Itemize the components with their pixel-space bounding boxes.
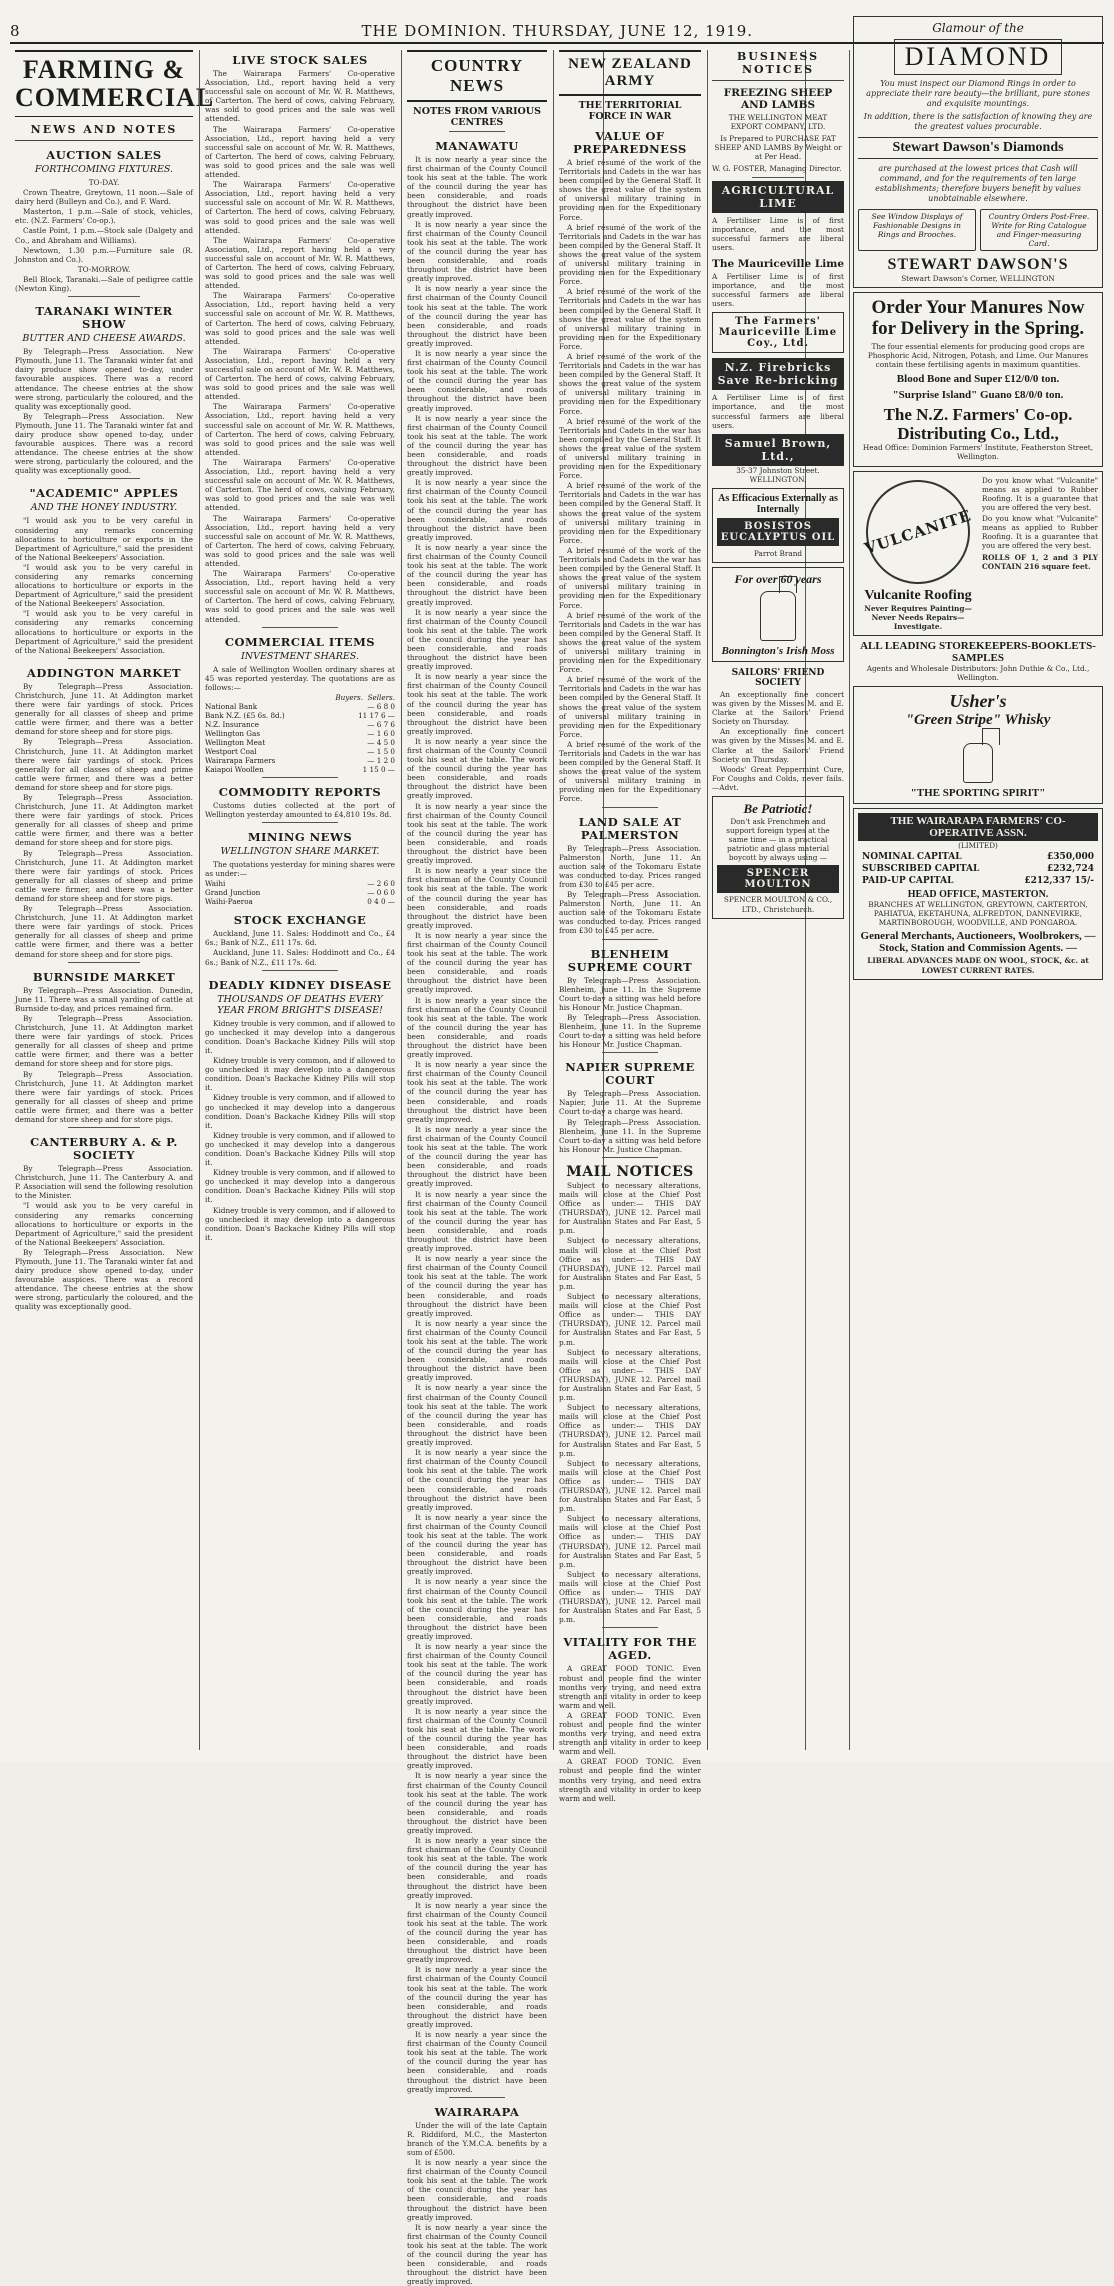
kidney-head: DEADLY KIDNEY DISEASE bbox=[208, 977, 392, 992]
paragraph: It is now nearly a year since the first chairman of the County Council took his seat at the table. The work of the council during the year has been considerable, and roads throughout the district have been greatly improved. bbox=[407, 219, 547, 284]
auction-list bbox=[15, 178, 193, 293]
vitality-head: VITALITY FOR THE AGED. bbox=[563, 1635, 697, 1663]
taranaki-sub: BUTTER AND CHEESE AWARDS. bbox=[22, 333, 186, 345]
paragraph: It is now nearly a year since the first chairman of the County Council took his seat at the table. The work of the council during the year has been considerable, and roads throughout the district have been greatly improved. bbox=[407, 1060, 547, 1124]
diamond-tag: Glamour of the bbox=[932, 21, 1024, 35]
canterbury-body: By Telegraph—Press Association. New Plymouth, June 11. The Taranaki winter fat and dairy produce show opened to-day, under favourable auspices. There was a record attendance. The cheese entries at the show were strong, particularly the coloured, and the quality was exceptionally good. bbox=[15, 1247, 193, 1312]
meat-company: THE WELLINGTON MEAT EXPORT COMPANY, LTD. bbox=[728, 113, 828, 132]
paragraph: A brief résumé of the work of the Territorials and Cadets in the war has been compiled by the General Staff. It shows the great value of the system of universal military training in providing men for the Expeditionary Force. bbox=[559, 610, 701, 675]
eucalyptus-ad bbox=[712, 488, 844, 563]
row-label: National Bank bbox=[205, 701, 258, 711]
paragraph: A brief résumé of the work of the Territorials and Cadets in the war has been compiled by the General Staff. It shows the great value of the system of universal military training in providing men for the Expeditionary Force. bbox=[559, 545, 701, 610]
livestock-body: The Wairarapa Farmers' Co-operative Association, Ltd., report having held a very successful sale on account of Mr. W. R. Matthews, of Carterton. The herd of cows, calving February, was sold to good prices and the sale was well attended. bbox=[205, 569, 395, 624]
paragraph: It is now nearly a year since the first chairman of the County Council took his seat at the table. The work of the council during the year has been considerable, and roads throughout the district have been greatly improved. bbox=[407, 1189, 547, 1254]
mining-head: MINING NEWS bbox=[247, 830, 353, 845]
paragraph: It is now nearly a year since the first chairman of the County Council took his seat at the table. The work of the council during the year has been considerable, and roads throughout the district have been greatly improved. bbox=[407, 284, 547, 348]
kidney-sub: THOUSANDS OF DEATHS EVERY YEAR FROM BRIGHT'S DISEASE! bbox=[217, 993, 383, 1016]
wairarapa-head: THE WAIRARAPA FARMERS' CO-OPERATIVE ASSN. bbox=[858, 813, 1098, 841]
produce-head: COMMODITY REPORTS bbox=[218, 784, 382, 799]
row-values: — 6 7 6 bbox=[367, 719, 395, 729]
row-values: 1 15 0 — bbox=[362, 764, 395, 774]
army-sub: THE TERRITORIAL FORCE IN WAR bbox=[578, 100, 682, 122]
napier-body: By Telegraph—Press Association. Napier, June 11. At the Supreme Court to-day a charge was heard. bbox=[559, 1089, 701, 1117]
meat-offer: Is Prepared to PURCHASE FAT SHEEP AND LAMBS By Weight or at Per Head. bbox=[714, 134, 842, 162]
paragraph: It is now nearly a year since the first chairman of the County Council took his seat at the table. The work of the council during the year has been considerable, and roads throughout the district have been greatly improved. bbox=[407, 607, 547, 672]
share-row bbox=[205, 711, 395, 720]
freezing-head: FREEZING SHEEP AND LAMBS bbox=[723, 87, 833, 111]
livestock-body: The Wairarapa Farmers' Co-operative Association, Ltd., report having held a very successful sale on account of Mr. W. R. Matthews, of Carterton. The herd of cows, calving February, was sold to good prices and the sale was well attended. bbox=[205, 291, 395, 346]
addington-head: ADDINGTON MARKET bbox=[26, 665, 182, 680]
sailors-head: SAILORS' FRIEND SOCIETY bbox=[731, 667, 825, 688]
paragraph: A brief résumé of the work of the Territorials and Cadets in the war has been compiled by the General Staff. It shows the great value of the system of universal military training in providing men for the Expeditionary Force. bbox=[559, 287, 701, 351]
sailors-body: An exceptionally fine concert was given by the Misses M. and E. Clarke at the Sailors' Friend Society on Thursday. bbox=[712, 727, 844, 764]
auction-line: Crown Theatre, Greytown, 11 noon.—Sale of dairy herd (Bulleyn and Co.), and F. Ward. bbox=[15, 188, 193, 207]
canterbury-body: "I would ask you to be very careful in considering any remarks concerning allocations to horticulture or exports in the Department of Agriculture," said the president of the National Beekeepers' Association. bbox=[15, 1201, 193, 1247]
column-farming bbox=[10, 50, 215, 1750]
paragraph: A brief résumé of the work of the Territorials and Cadets in the war has been compiled by the General Staff. It shows the great value of the system of universal military training in providing men for the Expeditionary Force. bbox=[559, 675, 701, 739]
section-title-farming: FARMING & COMMERCIAL bbox=[15, 50, 193, 117]
paragraph: It is now nearly a year since the first chairman of the County Council took his seat at the table. The work of the council during the year has been considerable, and roads throughout the district have been greatly improved. bbox=[407, 1642, 547, 1706]
column-country bbox=[402, 50, 552, 2286]
window-display-box: See Window Displays of Fashionable Designs in Rings and Brooches. bbox=[858, 209, 976, 251]
produce-body: Customs duties collected at the port of Wellington yesterday amounted to £4,810 19s. 8d. bbox=[205, 800, 395, 819]
spencer-footer: SPENCER MOULTON & CO., LTD., Christchurch. bbox=[723, 895, 833, 914]
trade-line: General Merchants, Auctioneers, Woolbrokers, — Stock, Station and Commission Agents. — bbox=[860, 930, 1096, 955]
paragraph: It is now nearly a year since the first chairman of the County Council took his seat at the table. The work of the council during the year has been considerable, and roads throughout the district have been greatly improved. bbox=[407, 1254, 547, 1318]
kidney-body: Kidney trouble is very common, and if allowed to go unchecked it may develop into a dangerous condition. Doan's Backache Kidney Pills will stop it. bbox=[205, 1018, 395, 1055]
stock-head: STOCK EXCHANGE bbox=[233, 913, 367, 928]
academic-head: "ACADEMIC" APPLES bbox=[29, 486, 179, 501]
row-values: — 1 6 0 bbox=[367, 728, 395, 738]
section-subtitle-farming: NEWS AND NOTES bbox=[15, 123, 193, 141]
vulcanite-ad bbox=[853, 471, 1103, 636]
row-label: Westport Coal bbox=[205, 746, 257, 756]
capital-value: £212,337 15/- bbox=[1024, 876, 1094, 887]
academic-body: "I would ask you to be very careful in considering any remarks concerning allocations to horticulture or exports in the Department of Agriculture," said the president of the National Beekeepers' Association. bbox=[15, 516, 193, 562]
mail-body: Subject to necessary alterations, mails will close at the Chief Post Office as under:— THIS DAY (THURSDAY), JUNE 12. Parcel mail for Australian States and Far East, 5 p.m. bbox=[559, 1236, 701, 1291]
mining-row bbox=[205, 879, 395, 888]
livestock-body: The Wairarapa Farmers' Co-operative Association, Ltd., report having held a very successful sale on account of Mr. W. R. Matthews, of Carterton. The herd of cows, calving February, was sold to good prices and the sale was well attended. bbox=[205, 180, 395, 235]
blenheim-body: By Telegraph—Press Association. Blenheim, June 11. In the Supreme Court to-day a sitting was held before his Honour Mr. Justice Chapman. bbox=[559, 1012, 701, 1050]
paragraph: It is now nearly a year since the first chairman of the County Council took his seat at the table. The work of the council during the year has been considerable, and roads throughout the district have been greatly improved. bbox=[407, 155, 547, 219]
capital-row bbox=[862, 876, 1094, 886]
commercial-intro: A sale of Wellington Woollen ordinary shares at 45 was reported yesterday. The quotations are as follows:— bbox=[205, 664, 395, 692]
paragraph: It is now nearly a year since the first chairman of the County Council took his seat at the table. The work of the council during the year has been considerable, and roads throughout the district have been greatly improved. bbox=[407, 866, 547, 930]
addington-body: By Telegraph—Press Association. Christchurch, June 11. At Addington market there were fair yardings of stock. Prices generally for all classes of sheep and prime cattle were firmer, and there was a better demand for store sheep and for store pigs. bbox=[15, 792, 193, 848]
paragraph: A brief résumé of the work of the Territorials and Cadets in the war has been compiled by the General Staff. It shows the great value of the system of universal military training in providing men for the Expeditionary Force. bbox=[559, 222, 701, 287]
paragraph: It is now nearly a year since the first chairman of the County Council took his seat at the table. The work of the council during the year has been considerable, and roads throughout the district have been greatly improved. bbox=[407, 1706, 547, 1771]
row-values: — 1 5 0 bbox=[367, 746, 395, 756]
advances: LIBERAL ADVANCES MADE ON WOOL, STOCK, &c. at LOWEST CURRENT RATES. bbox=[867, 956, 1089, 975]
vulcanite-body: Do you know what "Vulcanite" means as applied to Rubber Roofing. It is a guarantee that you are offered the very best. bbox=[982, 475, 1098, 512]
capital-table bbox=[858, 852, 1098, 886]
addington-body: By Telegraph—Press Association. Christchurch, June 11. At Addington market there were fair yardings of stock. Prices generally for all classes of sheep and prime cattle were firmer, and there was a better demand for store sheep and for store pigs. bbox=[15, 904, 193, 959]
ushers-brand: Usher's bbox=[949, 691, 1007, 712]
paragraph: It is now nearly a year since the first chairman of the County Council took his seat at the table. The work of the council during the year has been considerable, and roads throughout the district have been greatly improved. bbox=[407, 801, 547, 866]
stewart-store: STEWART DAWSON'S bbox=[887, 256, 1069, 273]
capital-label: NOMINAL CAPITAL bbox=[862, 852, 962, 863]
canterbury-body: By Telegraph—Press Association. Christchurch, June 11. The Canterbury A. and P. Association will send the following resolution to the Minister. bbox=[15, 1164, 193, 1201]
manawatu-head: MANAWATU bbox=[435, 139, 519, 153]
share-row bbox=[205, 729, 395, 738]
row-label: N.Z. Insurance bbox=[205, 719, 259, 729]
paragraph: It is now nearly a year since the first chairman of the County Council took his seat at the table. The work of the council during the year has been considerable, and roads throughout the district have been greatly improved. bbox=[407, 413, 547, 478]
livestock-body: The Wairarapa Farmers' Co-operative Association, Ltd., report having held a very successful sale on account of Mr. W. R. Matthews, of Carterton. The herd of cows, calving February, was sold to good prices and the sale was well attended. bbox=[205, 235, 395, 291]
burnside-head: BURNSIDE MARKET bbox=[32, 969, 176, 984]
diamond-word: DIAMOND bbox=[894, 39, 1063, 75]
section-title-country: COUNTRY NEWS bbox=[407, 50, 547, 102]
whisky-bottle-icon bbox=[963, 743, 993, 783]
manures-ad bbox=[853, 292, 1103, 466]
row-label: Waihi-Paeroa bbox=[205, 897, 253, 907]
mining-table bbox=[205, 879, 395, 906]
row-values: 0 4 0 — bbox=[367, 897, 395, 907]
livestock-body: The Wairarapa Farmers' Co-operative Association, Ltd., report having held a very successful sale on account of Mr. W. R. Matthews, of Carterton. The herd of cows, calving February, was sold to good prices and the sale was well attended. bbox=[205, 346, 395, 402]
mail-body: Subject to necessary alterations, mails will close at the Chief Post Office as under:— THIS DAY (THURSDAY), JUNE 12. Parcel mail for Australian States and Far East, 5 p.m. bbox=[559, 1403, 701, 1458]
value-head: VALUE OF PREPAREDNESS bbox=[573, 129, 687, 156]
commercial-head: COMMERCIAL ITEMS bbox=[224, 634, 376, 649]
mining-row bbox=[205, 897, 395, 906]
vulcanite-body-2: Do you know what "Vulcanite" means as applied to Rubber Roofing. It is a guarantee that you are offered the very best. bbox=[982, 513, 1098, 551]
manawatu-body bbox=[407, 155, 547, 2094]
paragraph: It is now nearly a year since the first chairman of the County Council took his seat at the table. The work of the council during the year has been considerable, and roads throughout the district have been greatly improved. bbox=[407, 1124, 547, 1189]
paragraph: It is now nearly a year since the first chairman of the County Council took his seat at the table. The work of the council during the year has been considerable, and roads throughout the district have been greatly improved. bbox=[407, 1448, 547, 1512]
auction-line: TO-DAY. bbox=[88, 178, 120, 187]
stewart-brand: Stewart Dawson's Diamonds bbox=[858, 137, 1098, 159]
auction-line: Newtown, 1.30 p.m.—Furniture sale (R. Johnston and Co.). bbox=[15, 245, 193, 264]
mail-body: Subject to necessary alterations, mails will close at the Chief Post Office as under:— THIS DAY (THURSDAY), JUNE 12. Parcel mail for Australian States and Far East, 5 p.m. bbox=[559, 1458, 701, 1514]
bottle-icon bbox=[760, 591, 796, 641]
section-title-army: NEW ZEALAND ARMY bbox=[559, 50, 701, 96]
patriotic-body: Don't ask Frenchmen and support foreign types at the same time — in a practical patriotic and glass material boycott by always using — bbox=[726, 817, 830, 863]
capital-row bbox=[862, 864, 1094, 874]
col-sellers: Sellers. bbox=[367, 692, 395, 702]
paper-title: THE DOMINION. THURSDAY, JUNE 12, 1919. bbox=[361, 22, 754, 40]
share-row bbox=[205, 756, 395, 765]
share-row bbox=[205, 720, 395, 729]
mail-body: Subject to necessary alterations, mails will close at the Chief Post Office as under:— THIS DAY (THURSDAY), JUNE 12. Parcel mail for Australian States and Far East, 5 p.m. bbox=[559, 1180, 701, 1236]
capital-value: £350,000 bbox=[1047, 852, 1094, 863]
mauriceville-head: The Mauriceville Lime bbox=[712, 257, 845, 270]
addington-body: By Telegraph—Press Association. Christchurch, June 11. At Addington market there were fair yardings of stock. Prices generally for all classes of sheep and prime cattle were firmer, and there was a better demand for store sheep and for store pigs. bbox=[15, 737, 193, 792]
parrot-brand: Parrot Brand bbox=[753, 548, 803, 558]
capital-row bbox=[862, 852, 1094, 862]
mining-sub: WELLINGTON SHARE MARKET. bbox=[220, 846, 380, 858]
row-values: — 4 5 0 bbox=[367, 737, 395, 747]
patriotic-head: Be Patriotic! bbox=[743, 801, 813, 816]
irish-moss-ad bbox=[712, 567, 844, 662]
stock-body: Auckland, June 11. Sales: Hoddinott and Co., £4 6s.; Bank of N.Z., £11 17s. 6d. bbox=[205, 948, 395, 967]
lime-more: A Fertiliser Lime is of first importance, and the most successful farmers are liberal users. bbox=[712, 271, 844, 309]
academic-body: "I would ask you to be very careful in considering any remarks concerning allocations to horticulture or exports in the Department of Agriculture," said the president of the National Beekeepers' Association. bbox=[15, 609, 193, 655]
academic-sub: AND THE HONEY INDUSTRY. bbox=[30, 502, 178, 514]
paragraph: A brief résumé of the work of the Territorials and Cadets in the war has been compiled by the General Staff. It shows the great value of the system of universal military training in providing men for the Expeditionary Force. bbox=[559, 158, 701, 222]
sporting-spirit: "THE SPORTING SPIRIT" bbox=[910, 787, 1046, 800]
spencer-moulton-brand: SPENCER MOULTON bbox=[717, 865, 839, 893]
share-row bbox=[205, 702, 395, 711]
brown-address: 35-37 Johnston Street. WELLINGTON. bbox=[736, 465, 820, 484]
paragraph: It is now nearly a year since the first chairman of the County Council took his seat at the table. The work of the council during the year has been considerable, and roads throughout the district have been greatly improved. bbox=[407, 1900, 547, 1965]
row-label: Wellington Gas bbox=[205, 728, 261, 738]
diamond-more: In addition, there is the satisfaction of knowing they are the greatest values procurable. bbox=[863, 112, 1093, 131]
stewart-address: Stewart Dawson's Corner, WELLINGTON bbox=[901, 274, 1055, 283]
paragraph: It is now nearly a year since the first chairman of the County Council took his seat at the table. The work of the council during the year has been considerable, and roads throughout the district have been greatly improved. bbox=[407, 930, 547, 995]
addington-body: By Telegraph—Press Association. Christchurch, June 11. At Addington market there were fair yardings of stock. Prices generally for all classes of sheep and prime cattle were firmer, and there was a better demand for store sheep and for store pigs. bbox=[15, 848, 193, 903]
landsale-body: By Telegraph—Press Association. Palmerston North, June 11. An auction sale of the Tokomaru Estate was conducted to-day. Prices ranged from £30 to £45 per acre. bbox=[559, 843, 701, 889]
sailors-footer: Woods' Great Peppermint Cure, For Coughs and Colds, never fails.—Advt. bbox=[712, 764, 844, 792]
auction-line: Masterton, 1 p.m.—Sale of stock, vehicles, etc. (N.Z. Farmers' Co-op.). bbox=[15, 207, 193, 226]
mail-body: Subject to necessary alterations, mails will close at the Chief Post Office as under:— THIS DAY (THURSDAY), JUNE 12. Parcel mail for Australian States and Far East, 5 p.m. bbox=[559, 1292, 701, 1347]
army-body bbox=[559, 158, 701, 804]
livestock-body: The Wairarapa Farmers' Co-operative Association, Ltd., report having held a very successful sale on account of Mr. W. R. Matthews, of Carterton. The herd of cows, calving February, was sold to good prices and the sale was well attended. bbox=[205, 124, 395, 180]
wairarapa-coop-ad bbox=[853, 808, 1103, 980]
academic-body: "I would ask you to be very careful in considering any remarks concerning allocations to horticulture or exports in the Department of Agriculture," said the president of the National Beekeepers' Association. bbox=[15, 562, 193, 609]
row-values: 11 17 6 — bbox=[358, 710, 395, 720]
blenheim-head: BLENHEIM SUPREME COURT bbox=[567, 946, 693, 974]
kidney-body: Kidney trouble is very common, and if allowed to go unchecked it may develop into a dangerous condition. Doan's Backache Kidney Pills will stop it. bbox=[205, 1130, 395, 1168]
kidney-body: Kidney trouble is very common, and if allowed to go unchecked it may develop into a dangerous condition. Doan's Backache Kidney Pills will stop it. bbox=[205, 1093, 395, 1130]
firebricks-body: A Fertiliser Lime is of first importance, and the most successful farmers are liberal users. bbox=[712, 393, 844, 430]
canterbury-head: CANTERBURY A. & P. SOCIETY bbox=[30, 1135, 178, 1163]
livestock-body: The Wairarapa Farmers' Co-operative Association, Ltd., report having held a very successful sale on account of Mr. W. R. Matthews, of Carterton. The herd of cows, calving February, was sold to good prices and the sale was well attended. bbox=[205, 457, 395, 513]
capital-value: £232,724 bbox=[1047, 864, 1094, 875]
landsale-head: LAND SALE AT PALMERSTON bbox=[578, 814, 682, 842]
mail-head: MAIL NOTICES bbox=[566, 1163, 694, 1180]
country-orders-box: Country Orders Post-Free. Write for Ring Catalogue and Finger-measuring Card. bbox=[980, 209, 1098, 251]
taranaki-body: By Telegraph—Press Association. New Plymouth, June 11. The Taranaki winter fat and dairy produce show opened to-day, under favourable auspices. There was a record attendance. The cheese entries at the show were strong, particularly the coloured, and the quality was exceptionally good. bbox=[15, 347, 193, 411]
auction-line: Castle Point, 1 p.m.—Stock sale (Dalgety and Co., and Abraham and Williams). bbox=[15, 226, 193, 245]
burnside-body: By Telegraph—Press Association. Christchurch, June 11. At Addington market there were fair yardings of stock. Prices generally for all classes of sheep and prime cattle were firmer, and there was a better demand for store sheep and for store pigs. bbox=[15, 1013, 193, 1069]
share-row bbox=[205, 765, 395, 774]
livestock-body: The Wairarapa Farmers' Co-operative Association, Ltd., report having held a very successful sale on account of Mr. W. R. Matthews, of Carterton. The herd of cows, calving February, was sold to good prices and the sale was well attended. bbox=[205, 402, 395, 457]
shares-table bbox=[205, 702, 395, 774]
forover-head: For over 60 years bbox=[734, 571, 822, 586]
capital-label: PAID-UP CAPITAL bbox=[862, 876, 954, 887]
paragraph: It is now nearly a year since the first chairman of the County Council took his seat at the table. The work of the council during the year has been considerable, and roads throughout the district have been greatly improved. bbox=[407, 2030, 547, 2094]
vitality-body: A GREAT FOOD TONIC. Even robust and people find the winter months very trying, and need extra strength and vitality in order to keep warm and well. bbox=[559, 1664, 701, 1710]
nzfarmers-office: Head Office: Dominion Farmers' Institute, Featherston Street, Wellington. bbox=[862, 443, 1094, 462]
auction-sub: FORTHCOMING FIXTURES. bbox=[34, 164, 174, 175]
row-label: Kaiapoi Woollen bbox=[205, 764, 264, 774]
storekeepers-head: ALL LEADING STOREKEEPERS-BOOKLETS-SAMPLES bbox=[860, 639, 1096, 664]
auction-head: AUCTION SALES bbox=[46, 148, 162, 162]
col-buyers: Buyers. bbox=[335, 692, 363, 702]
paragraph: A brief résumé of the work of the Territorials and Cadets in the war has been compiled by the General Staff. It shows the great value of the system of universal military training in providing men for the Expeditionary Force. bbox=[559, 351, 701, 416]
firebricks-banner: N.Z. Firebricks Save Re-bricking bbox=[712, 358, 844, 390]
page-number: 8 bbox=[10, 22, 21, 40]
blenheim-body: By Telegraph—Press Association. Blenheim, June 11. In the Supreme Court to-day a sitting was held before his Honour Mr. Justice Chapman. bbox=[559, 975, 701, 1012]
kidney-body: Kidney trouble is very common, and if allowed to go unchecked it may develop into a dangerous condition. Doan's Backache Kidney Pills will stop it. bbox=[205, 1056, 395, 1093]
row-values: — 6 8 0 bbox=[367, 701, 395, 711]
blood-bone-price: Blood Bone and Super £12/0/0 ton. bbox=[896, 373, 1060, 386]
taranaki-head: TARANAKI WINTER SHOW bbox=[35, 304, 173, 332]
eucalyptus-head: As Efficacious Externally as Internally bbox=[718, 492, 838, 515]
mail-body: Subject to necessary alterations, mails will close at the Chief Post Office as under:— THIS DAY (THURSDAY), JUNE 12. Parcel mail for Australian States and Far East, 5 p.m. bbox=[559, 1514, 701, 1569]
paragraph: It is now nearly a year since the first chairman of the County Council took his seat at the table. The work of the council during the year has been considerable, and roads throughout the district have been greatly improved. bbox=[407, 1771, 547, 1835]
nzfarmers-head: The N.Z. Farmers' Co-op. Distributing Co., Ltd., bbox=[883, 405, 1073, 444]
vitality-body: A GREAT FOOD TONIC. Even robust and people find the winter months very trying, and need extra strength and vitality in order to keep warm and well. bbox=[559, 1710, 701, 1757]
diamond-lead: You must inspect our Diamond Rings in order to appreciate their rare beauty—the brilliant, pure stones and exquisite mountings. bbox=[866, 79, 1090, 108]
share-row bbox=[205, 747, 395, 756]
kidney-body: Kidney trouble is very common, and if allowed to go unchecked it may develop into a dangerous condition. Doan's Backache Kidney Pills will stop it. bbox=[205, 1168, 395, 1205]
mail-body: Subject to necessary alterations, mails will close at the Chief Post Office as under:— THIS DAY (THURSDAY), JUNE 12. Parcel mail for Australian States and Far East, 5 p.m. bbox=[559, 1347, 701, 1403]
stock-body: Auckland, June 11. Sales: Hoddinott and Co., £4 6s.; Bank of N.Z., £11 17s. 6d. bbox=[205, 929, 395, 948]
display-ads bbox=[850, 16, 1106, 1752]
paragraph: It is now nearly a year since the first chairman of the County Council took his seat at the table. The work of the council during the year has been considerable, and roads throughout the district have been greatly improved. bbox=[407, 1577, 547, 1641]
paragraph: It is now nearly a year since the first chairman of the County Council took his seat at the table. The work of the council during the year has been considerable, and roads throughout the district have been greatly improved. bbox=[407, 478, 547, 542]
business-notices-title: BUSINESS NOTICES bbox=[712, 50, 844, 81]
manures-lead: The four essential elements for producing good crops are Phosphoric Acid, Nitrogen, Potash, and Lime. Our Manures contain these fertilising agents in maximum quantities. bbox=[867, 342, 1089, 370]
row-label: Wellington Meat bbox=[205, 737, 266, 747]
column-army bbox=[554, 50, 706, 1803]
mail-body: Subject to necessary alterations, mails will close at the Chief Post Office as under:— THIS DAY (THURSDAY), JUNE 12. Parcel mail for Australian States and Far East, 5 p.m. bbox=[559, 1569, 701, 1625]
paragraph: It is now nearly a year since the first chairman of the County Council took his seat at the table. The work of the council during the year has been considerable, and roads throughout the district have been greatly improved. bbox=[407, 1512, 547, 1577]
manures-head: Order Your Manures Now for Delivery in the Spring. bbox=[871, 297, 1085, 340]
auction-line: Bell Block, Taranaki.—Sale of pedigree cattle (Newton King). bbox=[15, 274, 193, 294]
business-notices bbox=[708, 50, 848, 1750]
lime-body: A Fertiliser Lime is of first importance, and the most successful farmers are liberal users. bbox=[712, 215, 844, 252]
row-label: Wairarapa Farmers bbox=[205, 755, 276, 765]
row-label: Bank N.Z. (£5 6s. 8d.) bbox=[205, 710, 285, 720]
diamond-tagline: are purchased at the lowest prices that Cash will command, and for the requirements of ten large establishments; therefore buyers benefit by values unobtainable elsewhere. bbox=[875, 164, 1081, 203]
row-values: — 1 2 0 bbox=[367, 755, 395, 765]
column-livestock bbox=[200, 50, 400, 1750]
vulcanite-rolls: ROLLS OF 1, 2 and 3 PLY CONTAIN 216 square feet. bbox=[982, 553, 1098, 572]
mining-intro: The quotations yesterday for mining shares were as under:— bbox=[205, 860, 395, 879]
row-values: — 0 6 0 bbox=[367, 888, 395, 898]
livestock-body: The Wairarapa Farmers' Co-operative Association, Ltd., report having held a very successful sale on account of Mr. W. R. Matthews, of Carterton. The herd of cows, calving February, was sold to good prices and the sale was well attended. bbox=[205, 69, 395, 124]
paragraph: It is now nearly a year since the first chairman of the County Council took his seat at the table. The work of the council during the year has been considerable, and roads throughout the district have been greatly improved. bbox=[407, 1965, 547, 2029]
paragraph: It is now nearly a year since the first chairman of the County Council took his seat at the table. The work of the council during the year has been considerable, and roads throughout the district have been greatly improved. bbox=[407, 995, 547, 1060]
paragraph: A brief résumé of the work of the Territorials and Cadets in the war has been compiled by the General Staff. It shows the great value of the system of universal military training in providing men for the Expeditionary Force. bbox=[559, 481, 701, 545]
livestock-head: LIVE STOCK SALES bbox=[232, 53, 368, 67]
wairarapa-body: It is now nearly a year since the first chairman of the County Council took his seat at the table. The work of the council during the year has been considerable, and roads throughout the district have been greatly improved. bbox=[407, 2222, 547, 2286]
taranaki-body: By Telegraph—Press Association. New Plymouth, June 11. The Taranaki winter fat and dairy produce show opened to-day, under favourable auspices. There was a record attendance. The cheese entries at the show were strong, particularly the coloured, and the quality was exceptionally good. bbox=[15, 411, 193, 476]
vulcanite-head: Vulcanite Roofing bbox=[864, 587, 972, 603]
wairarapa-limited: (LIMITED) bbox=[958, 841, 998, 851]
samuel-brown-banner: Samuel Brown, Ltd., bbox=[712, 434, 844, 466]
addington-body: By Telegraph—Press Association. Christchurch, June 11. At Addington market there were fair yardings of stock. Prices generally for all classes of sheep and prime cattle were firmer, and there was a better demand for store sheep and for store pigs. bbox=[15, 681, 193, 737]
paragraph: It is now nearly a year since the first chairman of the County Council took his seat at the table. The work of the council during the year has been considerable, and roads throughout the district have been greatly improved. bbox=[407, 348, 547, 413]
patriotic-ad bbox=[712, 796, 844, 919]
capital-label: SUBSCRIBED CAPITAL bbox=[862, 864, 980, 875]
green-stripe-label: "Green Stripe" Whisky bbox=[905, 712, 1051, 729]
burnside-body: By Telegraph—Press Association. Christchurch, June 11. At Addington market there were fair yardings of stock. Prices generally for all classes of sheep and prime cattle were firmer, and there was a better demand for store sheep and for store pigs. bbox=[15, 1069, 193, 1124]
paragraph: It is now nearly a year since the first chairman of the County Council took his seat at the table. The work of the council during the year has been considerable, and roads throughout the district have been greatly improved. bbox=[407, 542, 547, 607]
meat-sign: W. G. FOSTER, Managing Director. bbox=[712, 164, 842, 174]
vitality-body: A GREAT FOOD TONIC. Even robust and people find the winter months very trying, and need extra strength and vitality in order to keep warm and well. bbox=[559, 1757, 701, 1803]
bosistos-brand: BOSISTOS EUCALYPTUS OIL bbox=[717, 518, 839, 546]
paragraph: It is now nearly a year since the first chairman of the County Council took his seat at the table. The work of the council during the year has been considerable, and roads throughout the district have been greatly improved. bbox=[407, 1383, 547, 1448]
livestock-body: The Wairarapa Farmers' Co-operative Association, Ltd., report having held a very successful sale on account of Mr. W. R. Matthews, of Carterton. The herd of cows, calving February, was sold to good prices and the sale was well attended. bbox=[205, 513, 395, 568]
country-sub: NOTES FROM VARIOUS CENTRES bbox=[413, 106, 541, 128]
paragraph: A brief résumé of the work of the Territorials and Cadets in the war has been compiled by the General Staff. It shows the great value of the system of universal military training in providing men for the Expeditionary Force. bbox=[559, 416, 701, 481]
paragraph: It is now nearly a year since the first chairman of the County Council took his seat at the table. The work of the council during the year has been considerable, and roads throughout the district have been greatly improved. bbox=[407, 736, 547, 801]
row-label: Grand Junction bbox=[205, 888, 261, 898]
commercial-sub: INVESTMENT SHARES. bbox=[241, 650, 359, 662]
burnside-body: By Telegraph—Press Association. Dunedin, June 11. There was a small yarding of cattle at Burnside to-day, and prices remained firm. bbox=[15, 985, 193, 1013]
wairarapa-body: It is now nearly a year since the first chairman of the County Council took his seat at the table. The work of the council during the year has been considerable, and roads throughout the district have been greatly improved. bbox=[407, 2158, 547, 2222]
whisky-ad bbox=[853, 686, 1103, 804]
vulcanite-sub: Never Requires Painting—Never Needs Repairs—Investigate. bbox=[864, 603, 972, 631]
branches: BRANCHES AT WELLINGTON, GREYTOWN, CARTERTON, PAHIATUA, EKETAHUNA, ALFREDTON, DANNEVIRKE, MARTINBOROUGH, WOODVILLE, AND PONGAROA. bbox=[868, 900, 1088, 928]
paragraph: A brief résumé of the work of the Territorials and Cadets in the war has been compiled by the General Staff. It shows the great value of the system of universal military training in providing men for the Expeditionary Force. bbox=[559, 739, 701, 804]
paragraph: It is now nearly a year since the first chairman of the County Council took his seat at the table. The work of the council during the year has been considerable, and roads throughout the district have been greatly improved. bbox=[407, 1836, 547, 1900]
paragraph: It is now nearly a year since the first chairman of the County Council took his seat at the table. The work of the council during the year has been considerable, and roads throughout the district have been greatly improved. bbox=[407, 672, 547, 736]
storekeepers-sub: Agents and Wholesale Distributors: John Duthie & Co., Ltd., Wellington. bbox=[866, 663, 1090, 682]
vulcanite-stamp: VULCANITE bbox=[852, 466, 983, 597]
mining-row bbox=[205, 888, 395, 897]
bonnington-brand: Bonnington's Irish Moss bbox=[721, 644, 835, 657]
shares-header bbox=[205, 693, 395, 702]
paragraph: It is now nearly a year since the first chairman of the County Council took his seat at the table. The work of the council during the year has been considerable, and roads throughout the district have been greatly improved. bbox=[407, 1318, 547, 1383]
napier-body: By Telegraph—Press Association. Blenheim, June 11. In the Supreme Court to-day a sitting was held before his Honour Mr. Justice Chapman. bbox=[559, 1117, 701, 1154]
guano-price: "Surprise Island" Guano £8/0/0 ton. bbox=[892, 389, 1064, 402]
kidney-body: Kidney trouble is very common, and if allowed to go unchecked it may develop into a dangerous condition. Doan's Backache Kidney Pills will stop it. bbox=[205, 1205, 395, 1242]
row-values: — 2 6 0 bbox=[367, 879, 395, 889]
diamond-ad bbox=[853, 16, 1103, 288]
napier-head: NAPIER SUPREME COURT bbox=[565, 1060, 695, 1088]
wairarapa-body: Under the will of the late Captain R. Riddiford, M.C., the Masterton branch of the Y.M.C.A. benefits by a sum of £500. bbox=[407, 2120, 547, 2157]
share-row bbox=[205, 738, 395, 747]
row-label: Waihi bbox=[205, 879, 226, 889]
landsale-body: By Telegraph—Press Association. Palmerston North, June 11. An auction sale of the Tokomaru Estate was conducted to-day. Prices ranged from £30 to £45 per acre. bbox=[559, 890, 701, 936]
sailors-body: An exceptionally fine concert was given by the Misses M. and E. Clarke at the Sailors' Friend Society on Thursday. bbox=[712, 689, 844, 727]
mauriceville-company: The Farmers' Mauriceville Lime Coy., Ltd. bbox=[712, 312, 844, 353]
agricultural-lime-banner: AGRICULTURAL LIME bbox=[712, 181, 844, 213]
auction-line: TO-MORROW. bbox=[77, 264, 131, 274]
wairarapa-head: WAIRARAPA bbox=[434, 2104, 520, 2119]
head-office: HEAD OFFICE, MASTERTON. bbox=[907, 889, 1049, 901]
